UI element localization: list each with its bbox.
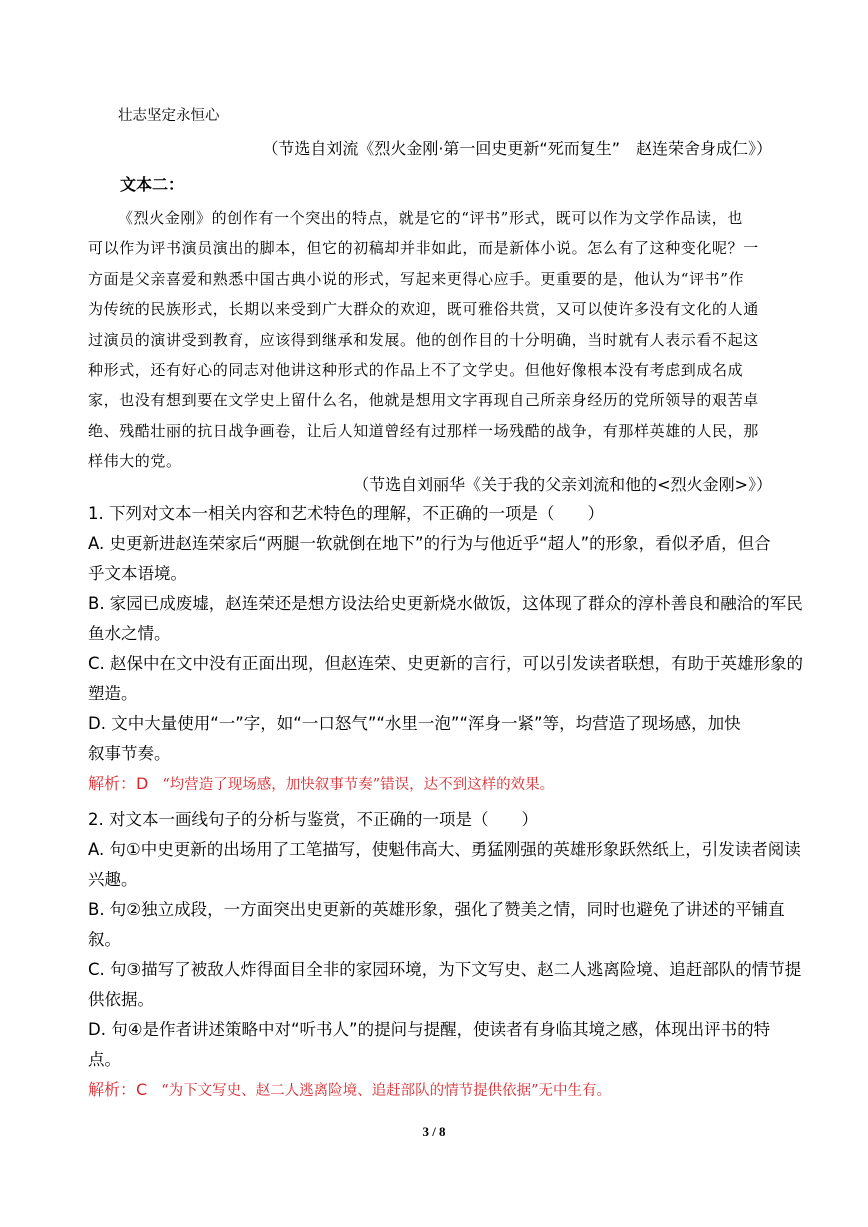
answer-text: “为下文写史、赵二人逃离险境、追赶部队的情节提供依据”无中生有。: [161, 1083, 612, 1099]
option-d: D. 文中大量使用“一”字，如“一口怒气”“水里一泡”“浑身一紧”等，均营造了现场感，加快: [88, 714, 741, 733]
paragraph-line: 家，也没有想到要在文学史上留什么名，他就是想用文字再现自己所亲身经历的党所领导的艰苦卓: [88, 391, 759, 410]
text2-source: （节选自刘丽华《关于我的父亲刘流和他的<烈火金刚>》）: [353, 475, 772, 494]
option-a: A. 史更新进赵连荣家后“两腿一软就倒在地下”的行为与他近乎“超人”的形象，看似矛盾，但合: [88, 534, 771, 553]
option-b-cont: 叙。: [88, 930, 121, 949]
paragraph-line: 过演员的演讲受到教育，应该得到继承和发展。他的创作目的十分明确，当时就有人表示看不起这: [88, 330, 759, 349]
option-b: B. 家园已成废墟，赵连荣还是想方设法给史更新烧水做饭，这体现了群众的淳朴善良和融洽的军民: [88, 594, 803, 613]
option-a-cont: 乎文本语境。: [88, 564, 187, 583]
paragraph-line: 绝、残酷壮丽的抗日战争画卷，让后人知道曾经有过那样一场残酷的战争，有那样英雄的人民，那: [88, 421, 759, 440]
answer-analysis: [88, 1075, 780, 1106]
paragraph-line: 为传统的民族形式，长期以来受到广大群众的欢迎，既可雅俗共赏，又可以使许多没有文化的人通: [88, 300, 759, 319]
option-c-cont: 供依据。: [88, 990, 154, 1009]
answer-analysis: [88, 769, 780, 800]
question-stem: 1. 下列对文本一相关内容和艺术特色的理解，不正确的一项是（ ）: [88, 504, 604, 523]
option-c: C. 句③描写了被敌人炸得面目全非的家园环境，为下文写史、赵二人逃离险境、追赶部队的情节提: [88, 960, 802, 979]
option-d: D. 句④是作者讲述策略中对“听书人”的提问与提醒，使读者有身临其境之感，体现出评书的特: [88, 1020, 771, 1039]
question-stem: 2. 对文本一画线句子的分析与鉴赏，不正确的一项是（ ）: [88, 810, 538, 829]
option-c: C. 赵保中在文中没有正面出现，但赵连荣、史更新的言行，可以引发读者联想，有助于英雄形象的: [88, 654, 804, 673]
answer-tag: 解析：D: [88, 774, 149, 793]
answer-tag: 解析：C: [88, 1080, 148, 1099]
option-a-cont: 兴趣。: [88, 870, 138, 889]
answer-text: “均营造了现场感，加快叙事节奏”错误，达不到这样的效果。: [162, 777, 555, 793]
paragraph-line: 方面是父亲喜爱和熟悉中国古典小说的形式，写起来更得心应手。更重要的是，他认为“评书”作: [88, 269, 745, 288]
poem-line: 壮志坚定永恒心: [118, 108, 220, 124]
question-1: [88, 499, 804, 800]
option-d-cont: 点。: [88, 1050, 121, 1069]
paragraph-line: 《烈火金刚》的创作有一个突出的特点，就是它的“评书”形式，既可以作为文学作品读，也: [118, 209, 743, 227]
option-a: A. 句①中史更新的出场用了工笔描写，使魁伟高大、勇猛刚强的英雄形象跃然纸上，引发读者阅读: [88, 840, 801, 859]
text2-heading: 文本二：: [120, 175, 185, 194]
question-2: [88, 805, 802, 1106]
paragraph-line: 样伟大的党。: [88, 452, 182, 471]
option-b: B. 句②独立成段，一方面突出史更新的英雄形象，强化了赞美之情，同时也避免了讲述的平铺直: [88, 900, 785, 919]
text1-source: （节选自刘流《烈火金刚·第一回史更新“死而复生” 赵连荣舍身成仁》）: [262, 139, 772, 158]
paragraph-line: 种形式，还有好心的同志对他讲这种形式的作品上不了文学史。但他好像根本没有考虑到成名成: [88, 361, 744, 380]
page-number: 3 / 8: [422, 1124, 446, 1139]
option-d-cont: 叙事节奏。: [88, 744, 171, 763]
text2-paragraph: [88, 203, 782, 477]
option-c-cont: 塑造。: [88, 684, 138, 703]
paragraph-line: 可以作为评书演员演出的脚本，但它的初稿却并非如此，而是新体小说。怎么有了这种变化呢？一: [88, 239, 759, 258]
option-b-cont: 鱼水之情。: [88, 624, 171, 643]
